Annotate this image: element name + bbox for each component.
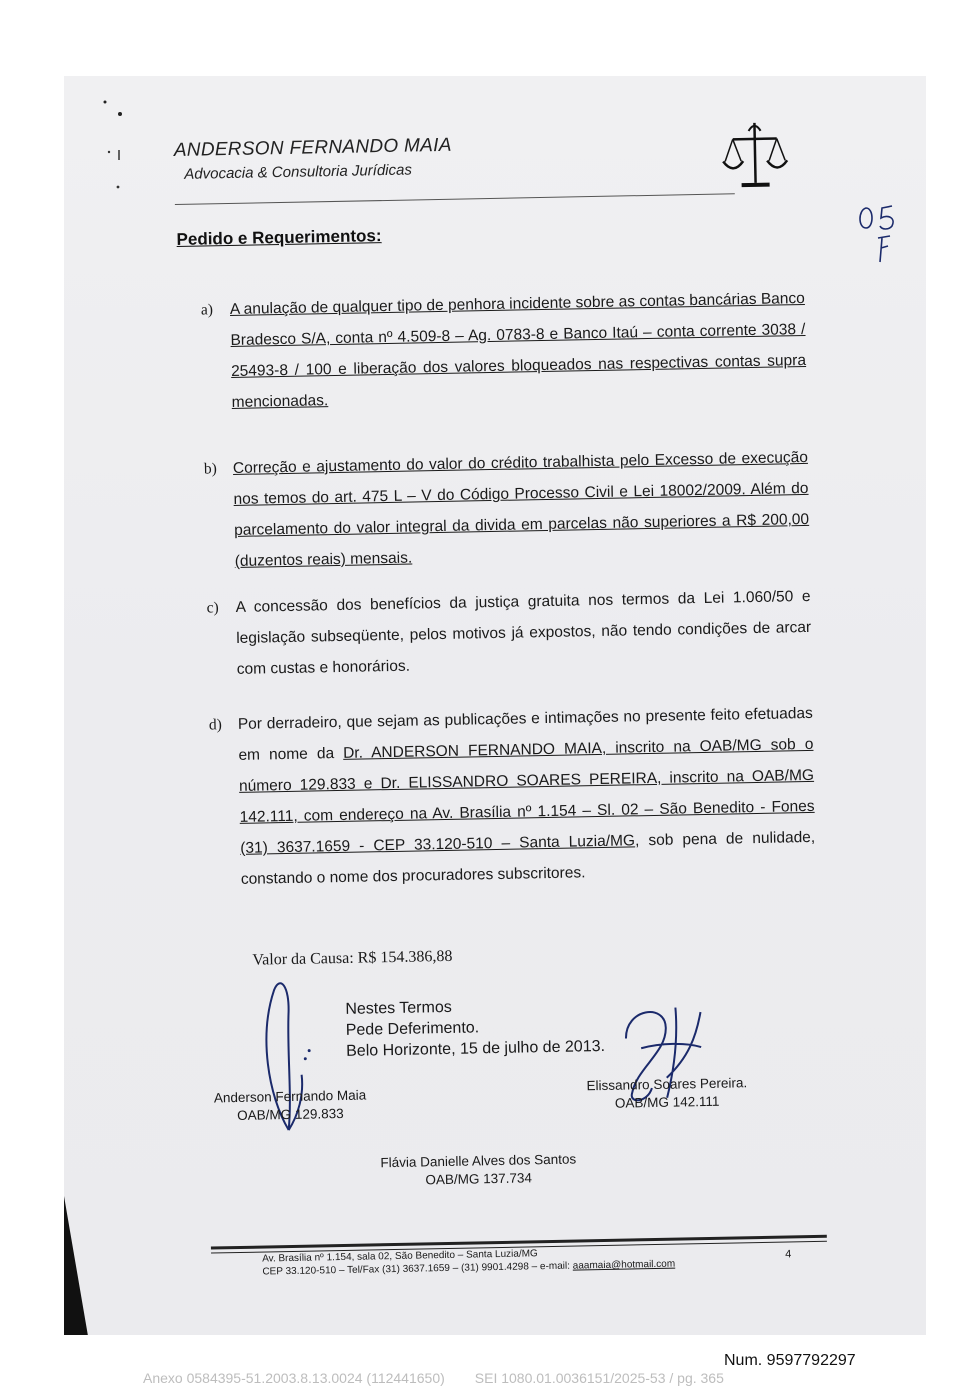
- signatory-oab: OAB/MG 129.833: [236, 1105, 344, 1124]
- page-number: 4: [785, 1248, 792, 1261]
- closing-line: Pede Deferimento.: [345, 1019, 480, 1039]
- closing-place-date: Belo Horizonte, 15 de julho de 2013.: [346, 1037, 606, 1060]
- scanned-document-page: [64, 76, 926, 1335]
- request-item-c: [206, 581, 812, 686]
- document-content: [64, 76, 926, 1335]
- item-marker: d): [208, 716, 222, 734]
- signatory-name: Anderson Fernando Maia: [213, 1087, 367, 1106]
- firm-name: ANDERSON FERNANDO MAIA: [173, 134, 452, 162]
- signatory-oab: OAB/MG 142.111: [614, 1093, 720, 1111]
- handwritten-page-mark: [856, 200, 906, 270]
- signatory-bottom: [363, 1150, 594, 1190]
- header-divider: [175, 193, 735, 205]
- attorneys-contact-details: Dr. ANDERSON FERNANDO MAIA, inscrito na OAB/MG sob o número 129.833 e Dr. ELISSANDRO SOARES PEREIRA, inscrito na OAB/MG 142.111, com endereço na Av. Brasília nº 1.154 – Sl. 02 – São Benedito - Fones (31) 3637.1659 - CEP 33.120-510 – Santa Luzia/MG: [238, 735, 815, 857]
- signatory-name: Elissandro Soares Pereira.: [586, 1075, 748, 1094]
- item-text-start: Por derradeiro, que sejam as publicações e intimações no presente feito efetuadas em nome da: [237, 704, 813, 764]
- signatory-left: [205, 1086, 376, 1125]
- document-number-stamp: Num. 9597792297: [724, 1352, 856, 1369]
- firm-subtitle: Advocacia & Consultoria Jurídicas: [184, 161, 413, 183]
- section-title: Pedido e Requerimentos:: [176, 226, 382, 250]
- request-item-d: [208, 698, 816, 895]
- item-marker: b): [203, 460, 218, 478]
- footer-email-link[interactable]: aaamaia@hotmail.com: [572, 1258, 676, 1272]
- signatory-oab: OAB/MG 137.734: [425, 1170, 533, 1188]
- footer-address-line: Av. Brasília nº 1.154, sala 02, São Benedito – Santa Luzia/MG: [262, 1248, 538, 1265]
- scales-of-justice-icon: [718, 116, 792, 197]
- item-text-end: , sob pena de nulidade, constando o nome dos procuradores subscritores.: [240, 828, 816, 888]
- signatory-right: [577, 1074, 758, 1113]
- item-text: [238, 698, 816, 895]
- item-marker: a): [200, 301, 214, 319]
- closing-block: [345, 994, 605, 1062]
- value-of-cause: Valor da Causa: R$ 154.386,88: [252, 947, 453, 969]
- signatory-name: Flávia Danielle Alves dos Santos: [380, 1151, 577, 1171]
- item-text: A concessão dos benefícios da justiça gratuita nos termos da Lei 1.060/50 e legislação subseqüente, pelos motivos já expostos, não tendo condições de arcar com custas e honorários.: [235, 587, 812, 678]
- footer-contact-text: CEP 33.120-510 – Tel/Fax (31) 3637.1659 – (31) 9901.4298 – e-mail:: [262, 1260, 573, 1278]
- request-item-a: [200, 283, 807, 418]
- item-marker: c): [206, 599, 219, 617]
- request-item-b: [203, 442, 810, 577]
- scan-corner-shadow: [64, 1196, 88, 1335]
- closing-line: Nestes Termos: [345, 998, 452, 1018]
- item-text: Correção e ajustamento do valor do crédito trabalhista pelo Excesso de execução nos temos do art. 475 L – V do Código Processo Civil e Lei 18002/2009. Além do parcelamento do valor integral da divida em parcelas não superiores a R$ 200,00 (duzentos reais) mensais.: [232, 448, 810, 570]
- sei-reference: SEI 1080.01.0036151/2025-53 / pg. 365: [474, 1370, 724, 1386]
- annex-footer: [143, 1370, 754, 1386]
- annex-reference: Anexo 0584395-51.2003.8.13.0024 (112441650): [143, 1370, 445, 1386]
- item-text: A anulação de qualquer tipo de penhora incidente sobre as contas bancárias Banco Bradesco S/A, conta nº 4.509-8 – Ag. 0783-8 e Banco Itaú – conta corrente 3038 / 25493-8 / 100 e liberação dos valores bloqueados nas respectivas contas supra mencionadas.: [229, 289, 807, 411]
